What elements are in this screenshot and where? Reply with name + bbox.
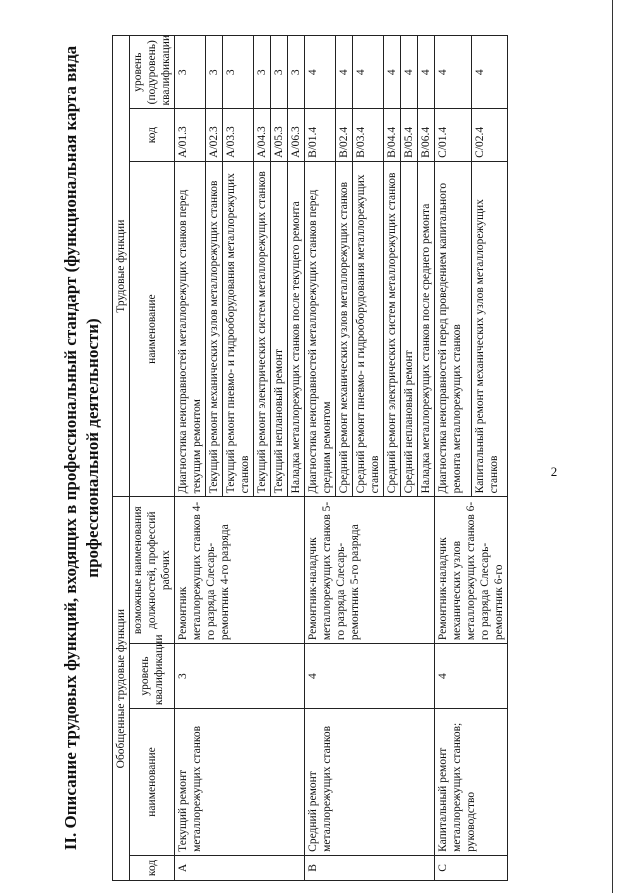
function-level: 4 [384,36,401,109]
group-level: 4 [435,644,508,709]
table-body [175,36,508,881]
function-name: Текущий неплановый ремонт [271,161,288,496]
function-code: A/05.3 [271,109,288,161]
function-code: A/04.3 [254,109,271,161]
function-name: Средний ремонт пневмо- и гидрооборудования металлорежущих станков [353,161,384,496]
table-row [305,36,336,881]
group-code: B [305,855,435,880]
function-code: C/01.4 [435,109,472,161]
function-level: 4 [305,36,336,109]
function-name: Средний ремонт электрических систем металлорежущих станков [384,161,401,496]
group-name: Средний ремонт металлорежущих станков [305,709,435,856]
function-name: Диагностика неисправностей перед проведением капитального ремонта металлорежущих станков [435,161,472,496]
function-code: C/02.4 [471,109,508,161]
group-level: 3 [175,644,305,709]
level-header: уровень квалификации [130,644,175,709]
function-code: B/02.4 [336,109,353,161]
function-level: 3 [288,36,305,109]
function-level: 4 [418,36,435,109]
function-code: A/02.3 [206,109,223,161]
function-level: 3 [223,36,254,109]
function-name: Диагностика неисправностей металлорежущих станков перед текущим ремонтом [175,161,206,496]
header-row-2 [130,36,175,881]
function-code: B/01.4 [305,109,336,161]
function-level: 4 [336,36,353,109]
heading-line-2: профессиональной деятельности) [83,318,102,578]
group-name: Текущий ремонт металлорежущих станков [175,709,305,856]
function-level: 3 [175,36,206,109]
positions-header: возможные наименования должностей, профессий рабочих [130,497,175,644]
functional-map-table [112,35,508,881]
labor-functions-header: Трудовые функции [113,36,130,497]
function-code: A/03.3 [223,109,254,161]
code-header: код [130,855,175,880]
function-name: Наладка металлорежущих станков после среднего ремонта [418,161,435,496]
name-header: наименование [130,709,175,856]
lf-name-header: наименование [130,161,175,496]
group-name: Капитальный ремонт металлорежущих станков; руководство [435,709,508,856]
function-level: 3 [206,36,223,109]
function-name: Текущий ремонт электрических систем металлорежущих станков [254,161,271,496]
group-level: 4 [305,644,435,709]
function-level: 4 [401,36,418,109]
group-code: C [435,855,508,880]
table-row [435,36,472,881]
function-level: 4 [435,36,472,109]
section-heading [60,33,104,863]
function-code: B/03.4 [353,109,384,161]
group-positions: Ремонтник-наладчик механических узлов металлорежущих станков 6-го разряда Слесарь-ремонтник 6-го [435,497,508,644]
generalized-functions-header: Обобщенные трудовые функции [113,497,130,881]
function-level: 4 [471,36,508,109]
page-number: 2 [550,463,558,479]
lf-level-header: уровень (подуровень) квалификации [130,36,175,109]
function-code: A/01.3 [175,109,206,161]
function-code: B/04.4 [384,109,401,161]
function-level: 4 [353,36,384,109]
function-code: B/05.4 [401,109,418,161]
heading-line-1: II. Описание трудовых функций, входящих в профессиональный стандарт (функциональная карта вида [61,45,80,851]
function-name: Текущий ремонт механических узлов металлорежущих станков [206,161,223,496]
function-code: B/06.4 [418,109,435,161]
lf-code-header: код [130,109,175,161]
function-name: Средний неплановый ремонт [401,161,418,496]
function-name: Капитальный ремонт механических узлов металлорежущих станков [471,161,508,496]
header-row-1 [113,36,130,881]
table-row [175,36,206,881]
function-level: 3 [271,36,288,109]
function-code: A/06.3 [288,109,305,161]
function-name: Средний ремонт механических узлов металлорежущих станков [336,161,353,496]
function-name: Наладка металлорежущих станков после текущего ремонта [288,161,305,496]
group-code: A [175,855,305,880]
function-level: 3 [254,36,271,109]
group-positions: Ремонтник металлорежущих станков 4-го разряда Слесарь-ремонтник 4-го разряда [175,497,305,644]
group-positions: Ремонтник-наладчик металлорежущих станков 5-го разряда Слесарь-ремонтник 5-го разряда [305,497,435,644]
function-name: Текущий ремонт пневмо- и гидрооборудования металлорежущих станков [223,161,254,496]
function-name: Диагностика неисправностей металлорежущих станков перед средним ремонтом [305,161,336,496]
